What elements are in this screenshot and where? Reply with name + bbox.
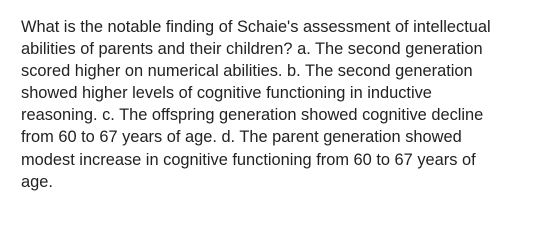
question-line: from 60 to 67 years of age. d. The parent generation showed (21, 128, 462, 147)
question-text (21, 16, 542, 193)
question-line: reasoning. c. The offspring generation showed cognitive decline (21, 106, 484, 125)
question-line: abilities of parents and their children? a. The second generation (21, 40, 483, 59)
question-line: modest increase in cognitive functioning from 60 to 67 years of (21, 150, 476, 169)
question-line: age. (21, 172, 53, 191)
question-line: showed higher levels of cognitive functioning in inductive (21, 84, 432, 103)
question-line: scored higher on numerical abilities. b. The second generation (21, 62, 473, 81)
question-line: What is the notable finding of Schaie's assessment of intellectual (21, 18, 491, 36)
